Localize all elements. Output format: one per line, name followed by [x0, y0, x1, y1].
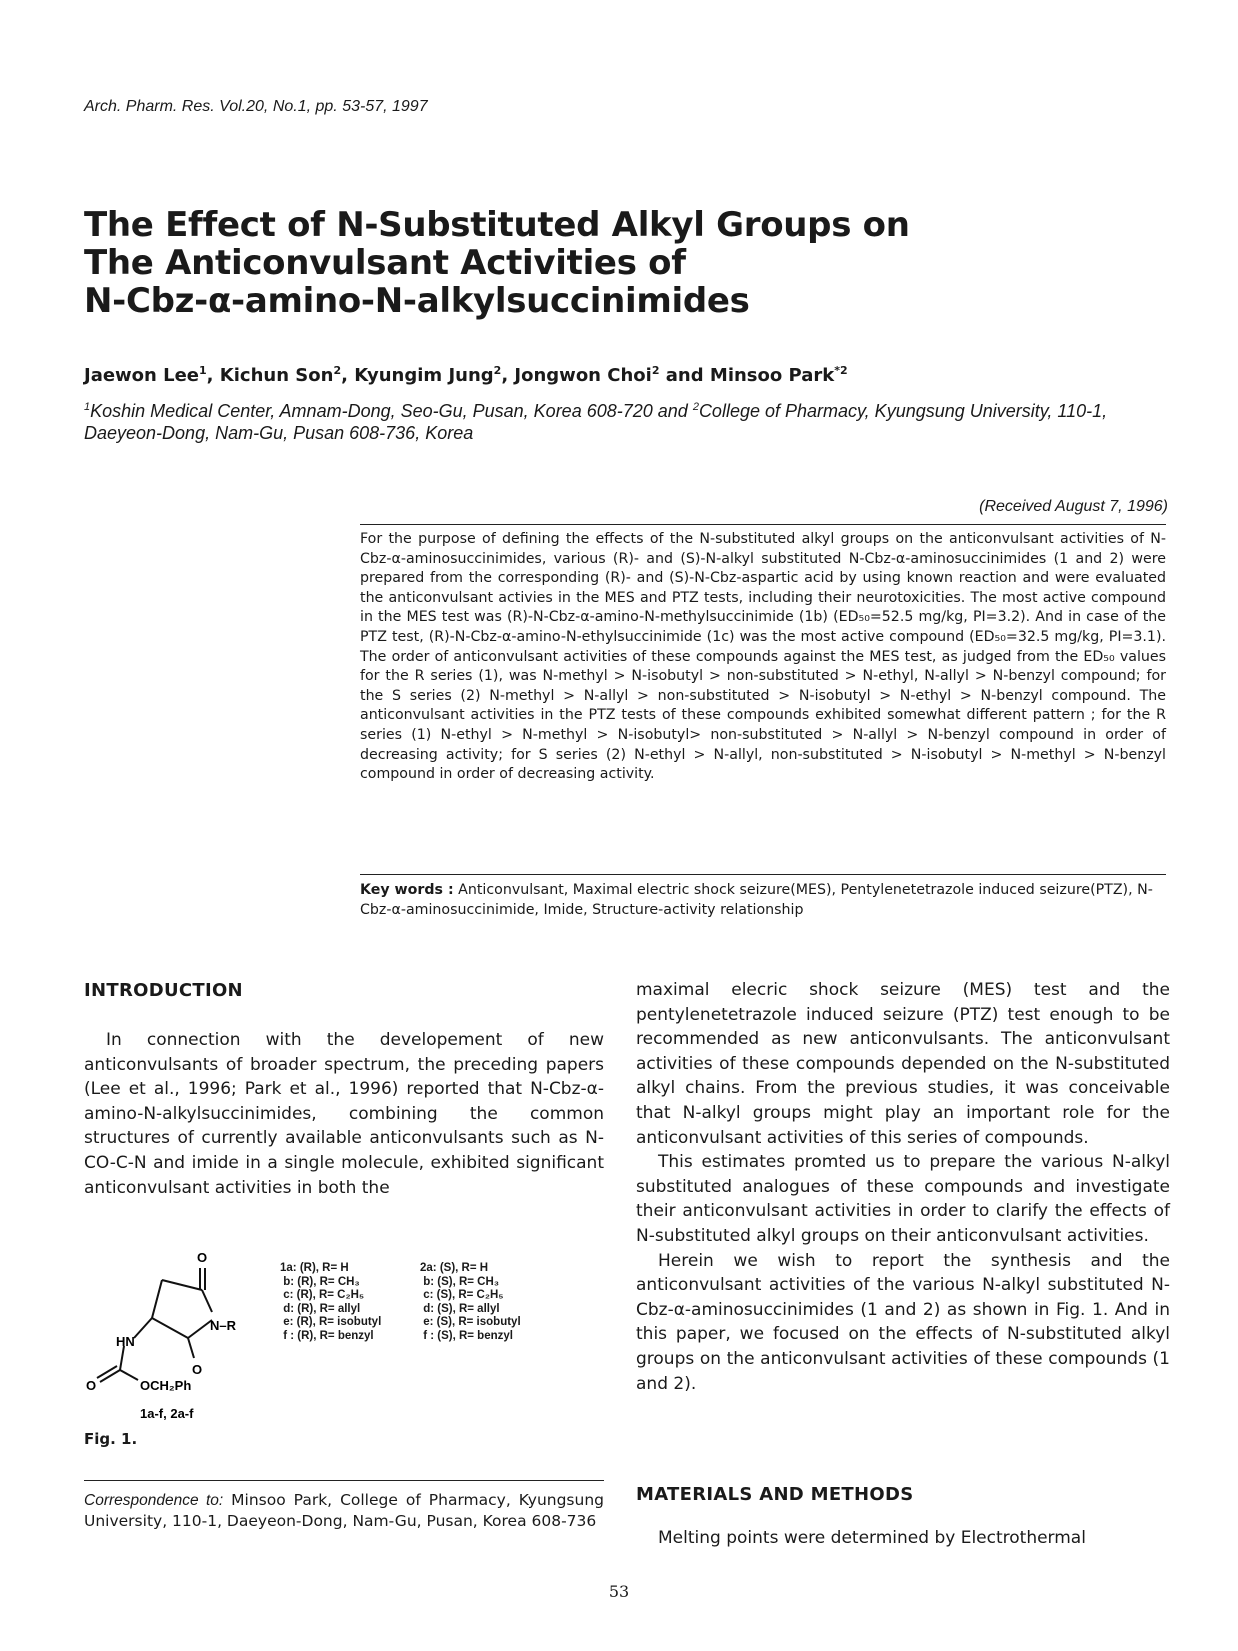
author-affil-mark: *2	[834, 364, 848, 377]
carbamate-bond	[120, 1370, 138, 1380]
series-entry: f : (S), R= benzyl	[420, 1329, 513, 1342]
series-entry: e: (S), R= isobutyl	[420, 1316, 521, 1328]
intro-right-column	[636, 978, 1170, 1396]
affiliations	[84, 396, 1184, 444]
keywords	[360, 880, 1166, 920]
carbonyl-bond	[188, 1338, 194, 1358]
affil-mark: 2	[692, 401, 699, 413]
affil-text: Koshin Medical Center, Amnam-Dong, Seo-Gu, Pusan, Korea 608-720 and	[90, 401, 693, 421]
journal-citation: Arch. Pharm. Res. Vol.20, No.1, pp. 53-57, 1997	[84, 98, 428, 115]
author-list: Jaewon Lee$^1$, Kichun Son$^2$, Kyungim Jung$^2$, Jongwon Choi$^2$ and Minsoo Park$^{*2}$	[84, 364, 848, 386]
body-paragraph: In connection with the developement of new anticonvulsants of broader spectrum, the preceding papers (Lee et al., 1996; Park et al., 1996) reported that N-Cbz-α-amino-N-alkylsuccinimides, combining the common structures of currently available anticonvulsants such as N-CO-C-N and imide in a single molecule, exhibited significant anticonvulsant activities in both the	[84, 1030, 604, 1198]
title-line: The Anticonvulsant Activities of	[84, 243, 686, 283]
carbamate-bond	[120, 1346, 124, 1370]
series-entry: 1a: (R), R= H	[280, 1262, 349, 1274]
series-entry: c: (S), R= C₂H₅	[420, 1289, 504, 1301]
ring-bond	[152, 1280, 162, 1318]
carbamate-bond	[97, 1366, 117, 1378]
atom-label: HN	[116, 1334, 135, 1349]
ring-bond	[152, 1318, 188, 1338]
intro-left-column	[84, 1028, 604, 1200]
ring-nh-bond	[134, 1318, 152, 1338]
atom-label: O	[192, 1362, 203, 1377]
body-paragraph: Herein we wish to report the synthesis and the anticonvulsant activities of the various N-alkyl substituted N-Cbz-α-aminosuccinimides (1 and 2) as shown in Fig. 1. And in this paper, we focused on the effects of N-substituted alkyl groups on the anticonvulsant activities of these compounds (1 and 2).	[636, 1250, 1170, 1394]
figure-1-series-s	[420, 1262, 521, 1343]
series-entry: d: (S), R= allyl	[420, 1302, 500, 1315]
author-affil-mark: 2	[651, 364, 660, 377]
body-paragraph: Melting points were determined by Electrothermal	[658, 1528, 1086, 1548]
keywords-label: Key words :	[360, 882, 454, 898]
received-date: (Received August 7, 1996)	[979, 498, 1168, 515]
series-entry: f : (R), R= benzyl	[280, 1329, 374, 1342]
body-paragraph: maximal elecric shock seizure (MES) test and the pentylenetetrazole induced seizure (PTZ) test enough to be recommended as new anticonvulsants. The anticonvulsant activities of these compounds depended on the N-substituted alkyl chains. From the previous studies, it was conceivable that N-alkyl groups might play an important role for the anticonvulsant activities of this series of compounds.	[636, 980, 1170, 1148]
author-affil-mark: 2	[333, 364, 342, 377]
figure-1-series-r	[280, 1262, 381, 1343]
atom-label: OCH₂Ph	[140, 1378, 192, 1393]
author-name: Kyungim Jung	[354, 365, 494, 386]
author-name: Kichun Son	[219, 365, 334, 386]
series-entry: c: (R), R= C₂H₅	[280, 1289, 365, 1301]
ring-bond	[202, 1290, 212, 1312]
author-affil-mark: 1	[199, 364, 207, 377]
affil-text: College of Pharmacy, Kyungsung University, 110-1, Daeyeon-Dong, Nam-Gu, Pusan 608-736, Korea	[84, 401, 1108, 443]
affil-mark: 1	[84, 401, 91, 413]
series-entry: b: (R), R= CH₃	[280, 1275, 360, 1288]
correspondence-text: Minsoo Park, College of Pharmacy, Kyungsung University, 110-1, Daeyeon-Dong, Nam-Gu, Pusan, Korea 608-736	[84, 1491, 604, 1530]
correspondence-label: Correspondence to:	[84, 1492, 224, 1509]
carbamate-bond	[100, 1370, 120, 1382]
author-name: Minsoo Park	[709, 365, 835, 386]
series-entry: b: (S), R= CH₃	[420, 1275, 500, 1288]
series-entry: d: (R), R= allyl	[280, 1302, 361, 1315]
structure-caption: 1a-f, 2a-f	[140, 1406, 194, 1421]
author-name: Jongwon Choi	[514, 365, 652, 386]
atom-label: N–R	[210, 1318, 237, 1333]
author-affil-mark: 2	[493, 364, 502, 377]
section-heading-introduction: INTRODUCTION	[84, 980, 243, 1001]
series-entry: e: (R), R= isobutyl	[280, 1316, 382, 1328]
figure-1-label: Fig. 1.	[84, 1430, 138, 1448]
title-line: N-Cbz-α-amino-N-alkylsuccinimides	[84, 281, 750, 321]
ring-bond	[162, 1280, 202, 1290]
abstract: For the purpose of defining the effects of the N-substituted alkyl groups on the anticonvulsant activities of N-Cbz-α-aminosuccinimides, various (R)- and (S)-N-alkyl substituted N-Cbz-α-aminosuccinimides (1 and 2) were prepared from the corresponding (R)- and (S)-N-Cbz-aspartic acid by using known reaction and were evaluated the anticonvulsant activies in the MES and PTZ tests, including their neurotoxicities. The most active compound in the MES test was (R)-N-Cbz-α-amino-N-methylsuccinimide (1b) (ED₅₀=52.5 mg/kg, PI=3.2). And in case of the PTZ test, (R)-N-Cbz-α-amino-N-ethylsuccinimide (1c) was the most active compound (ED₅₀=32.5 mg/kg, PI=3.1). The order of anticonvulsant activities of these compounds against the MES test, as judged from the ED₅₀ values for the R series (1), was N-methyl > N-isobutyl > non-substituted > N-ethyl, N-allyl > N-benzyl compound; for the S series (2) N-methyl > N-allyl > non-substituted > N-isobutyl > N-ethyl > N-benzyl compound. The anticonvulsant activities in the PTZ tests of these compounds exhibited somewhat different pattern ; for the R series (1) N-ethyl > N-methyl > N-isobutyl> non-substituted > N-allyl > N-benzyl compound in order of decreasing activity; for S series (2) N-ethyl > N-allyl, non-substituted > N-isobutyl > N-methyl > N-benzyl compound in order of decreasing activity.	[360, 531, 1166, 783]
article-title	[84, 206, 1084, 320]
footnote-rule	[84, 1480, 604, 1481]
atom-label: O	[197, 1250, 208, 1265]
page-number: 53	[608, 1582, 630, 1601]
methods-paragraph	[636, 1526, 1170, 1551]
correspondence-footnote	[84, 1490, 604, 1532]
body-paragraph: This estimates promted us to prepare the various N-alkyl substituted analogues of these compounds and investigate their anticonvulsant activities in order to clarify the effects of N-substituted alkyl groups on their anticonvulsant activities.	[636, 1152, 1170, 1246]
series-entry: 2a: (S), R= H	[420, 1262, 489, 1274]
title-line: The Effect of N-Substituted Alkyl Groups on	[84, 205, 910, 245]
keywords-text: Anticonvulsant, Maximal electric shock seizure(MES), Pentylenetetrazole induced seizure(PTZ), N-Cbz-α-aminosuccinimide, Imide, Structure-activity relationship	[360, 882, 1153, 918]
author-and: and	[665, 365, 704, 386]
abstract-bottom-rule	[360, 874, 1166, 875]
atom-label: O	[86, 1378, 97, 1393]
abstract-top-rule	[360, 524, 1166, 525]
author-name: Jaewon Lee	[84, 365, 200, 386]
section-heading-materials-methods: MATERIALS AND METHODS	[636, 1484, 914, 1505]
ring-bond	[188, 1320, 212, 1338]
